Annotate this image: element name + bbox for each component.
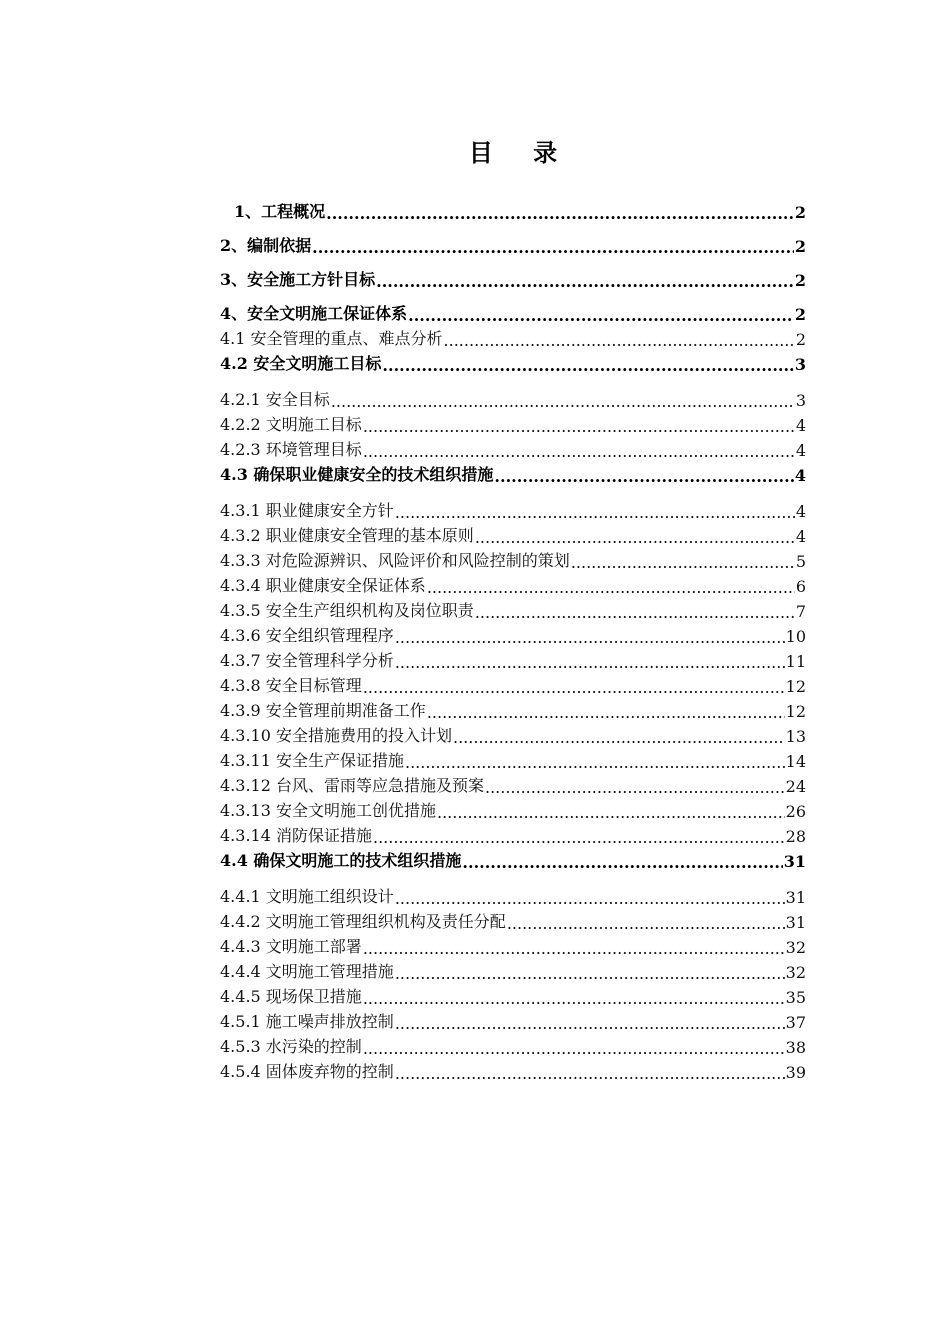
toc-entry-page-number: 37 bbox=[785, 1013, 806, 1032]
toc-entry-label: 4.2.1 安全目标 bbox=[220, 387, 330, 410]
toc-entry[interactable] bbox=[220, 746, 806, 771]
toc-entry[interactable] bbox=[220, 846, 806, 871]
toc-entry-label: 4.4.4 文明施工管理措施 bbox=[220, 959, 394, 982]
toc-entry-page-number: 6 bbox=[795, 577, 806, 596]
toc-entry[interactable] bbox=[220, 671, 806, 696]
toc-entry-page-number: 13 bbox=[785, 727, 806, 746]
toc-entry-page-number: 26 bbox=[785, 802, 806, 821]
toc-leader-dots bbox=[331, 394, 795, 410]
toc-entry-page-number: 28 bbox=[785, 827, 806, 846]
toc-leader-dots bbox=[437, 805, 785, 821]
toc-entry[interactable] bbox=[220, 256, 806, 290]
toc-leader-dots bbox=[485, 780, 785, 796]
toc-entry-label: 4、安全文明施工保证体系 bbox=[220, 301, 407, 324]
toc-entry[interactable] bbox=[220, 696, 806, 721]
toc-leader-dots bbox=[373, 830, 785, 846]
toc-entry[interactable] bbox=[220, 821, 806, 846]
toc-entry-label: 4.3.7 安全管理科学分析 bbox=[220, 648, 394, 671]
toc-entry-page-number: 14 bbox=[785, 752, 806, 771]
toc-leader-dots bbox=[475, 605, 795, 621]
toc-leader-dots bbox=[507, 916, 785, 932]
toc-entry-page-number: 2 bbox=[795, 330, 806, 349]
toc-entry[interactable] bbox=[220, 222, 806, 256]
toc-entry-page-number: 4 bbox=[795, 502, 806, 521]
toc-leader-dots bbox=[427, 705, 785, 721]
toc-leader-dots bbox=[462, 855, 782, 871]
toc-entry[interactable] bbox=[220, 982, 806, 1007]
toc-entry[interactable] bbox=[220, 188, 806, 222]
toc-entry-page-number: 5 bbox=[795, 552, 806, 571]
toc-entry-label: 4.3.14 消防保证措施 bbox=[220, 823, 372, 846]
toc-entry-label: 4.4.5 现场保卫措施 bbox=[220, 984, 362, 1007]
toc-entry[interactable] bbox=[220, 324, 806, 349]
toc-entry-label: 4.3.12 台风、雷雨等应急措施及预案 bbox=[220, 773, 484, 796]
toc-entry-page-number: 4 bbox=[795, 527, 806, 546]
toc-entry-page-number: 7 bbox=[795, 602, 806, 621]
toc-entry-label: 4.3.2 职业健康安全管理的基本原则 bbox=[220, 523, 474, 546]
toc-entry-page-number: 3 bbox=[794, 355, 806, 374]
toc-entry[interactable] bbox=[220, 1057, 806, 1082]
toc-leader-dots bbox=[395, 1066, 785, 1082]
toc-entry[interactable] bbox=[220, 796, 806, 821]
toc-entry[interactable] bbox=[220, 1032, 806, 1057]
toc-leader-dots bbox=[475, 530, 795, 546]
toc-leader-dots bbox=[395, 655, 785, 671]
toc-entry[interactable] bbox=[220, 596, 806, 621]
toc-leader-dots bbox=[363, 444, 795, 460]
toc-leader-dots bbox=[395, 630, 785, 646]
toc-leader-dots bbox=[376, 274, 794, 290]
toc-leader-dots bbox=[363, 991, 785, 1007]
toc-leader-dots bbox=[395, 966, 785, 982]
toc-entry-label: 4.3.9 安全管理前期准备工作 bbox=[220, 698, 426, 721]
toc-entry[interactable] bbox=[220, 932, 806, 957]
toc-leader-dots bbox=[382, 358, 793, 374]
toc-entry[interactable] bbox=[220, 546, 806, 571]
toc-leader-dots bbox=[444, 333, 795, 349]
toc-entry-page-number: 2 bbox=[794, 237, 806, 256]
toc-entry[interactable] bbox=[220, 1007, 806, 1032]
toc-entry[interactable] bbox=[220, 646, 806, 671]
toc-entry-label: 4.4 确保文明施工的技术组织措施 bbox=[220, 848, 461, 871]
toc-leader-dots bbox=[571, 555, 795, 571]
toc-entry[interactable] bbox=[220, 771, 806, 796]
toc-entry-page-number: 24 bbox=[785, 777, 806, 796]
toc-entry-page-number: 4 bbox=[794, 466, 806, 485]
toc-entry-label: 4.5.4 固体废弃物的控制 bbox=[220, 1059, 394, 1082]
toc-leader-dots bbox=[408, 308, 794, 324]
toc-entry-label: 4.1 安全管理的重点、难点分析 bbox=[220, 326, 443, 349]
toc-entry-label: 4.3.6 安全组织管理程序 bbox=[220, 623, 394, 646]
toc-entry-page-number: 39 bbox=[785, 1063, 806, 1082]
toc-entry-page-number: 2 bbox=[794, 271, 806, 290]
toc-entry-page-number: 2 bbox=[794, 203, 806, 222]
toc-entry[interactable] bbox=[220, 571, 806, 596]
toc-entry[interactable] bbox=[220, 410, 806, 435]
toc-leader-dots bbox=[494, 469, 793, 485]
toc-entry-label: 4.4.3 文明施工部署 bbox=[220, 934, 362, 957]
toc-entry-label: 4.3.13 安全文明施工创优措施 bbox=[220, 798, 436, 821]
toc-entry-label: 4.2 安全文明施工目标 bbox=[220, 351, 381, 374]
toc-entry-page-number: 31 bbox=[785, 913, 806, 932]
toc-entry-page-number: 32 bbox=[785, 938, 806, 957]
toc-entry-label: 4.2.3 环境管理目标 bbox=[220, 437, 362, 460]
toc-entry-label: 4.5.3 水污染的控制 bbox=[220, 1034, 362, 1057]
toc-entry-page-number: 3 bbox=[795, 391, 806, 410]
toc-entry-page-number: 31 bbox=[785, 888, 806, 907]
toc-entry[interactable] bbox=[220, 621, 806, 646]
toc-entry-label: 4.3.4 职业健康安全保证体系 bbox=[220, 573, 426, 596]
toc-entry-label: 4.3.3 对危险源辨识、风险评价和风险控制的策划 bbox=[220, 548, 570, 571]
toc-leader-dots bbox=[427, 580, 795, 596]
toc-entry-page-number: 12 bbox=[785, 677, 806, 696]
toc-entry[interactable] bbox=[220, 496, 806, 521]
toc-entry-label: 4.3 确保职业健康安全的技术组织措施 bbox=[220, 462, 493, 485]
toc-entry-page-number: 10 bbox=[785, 627, 806, 646]
toc-entry-page-number: 38 bbox=[785, 1038, 806, 1057]
toc-entry-label: 4.3.8 安全目标管理 bbox=[220, 673, 362, 696]
toc-entry[interactable] bbox=[220, 882, 806, 907]
toc-leader-dots bbox=[363, 941, 785, 957]
toc-entry[interactable] bbox=[220, 290, 806, 324]
toc-entry-label: 4.2.2 文明施工目标 bbox=[220, 412, 362, 435]
toc-entry-label: 4.3.1 职业健康安全方针 bbox=[220, 498, 394, 521]
toc-entry-page-number: 32 bbox=[785, 963, 806, 982]
toc-entry[interactable] bbox=[220, 957, 806, 982]
toc-entry-label: 4.3.5 安全生产组织机构及岗位职责 bbox=[220, 598, 474, 621]
toc-leader-dots bbox=[363, 1041, 785, 1057]
toc-entry-label: 2、编制依据 bbox=[220, 233, 311, 256]
toc-entry[interactable] bbox=[220, 385, 806, 410]
toc-entry-label: 1、工程概况 bbox=[234, 199, 325, 222]
toc-entry-page-number: 4 bbox=[795, 441, 806, 460]
toc-entry-page-number: 12 bbox=[785, 702, 806, 721]
toc-entry-page-number: 2 bbox=[794, 305, 806, 324]
toc-entry-page-number: 4 bbox=[795, 416, 806, 435]
toc-entry-label: 4.4.1 文明施工组织设计 bbox=[220, 884, 394, 907]
toc-leader-dots bbox=[395, 1016, 785, 1032]
toc-entry-page-number: 35 bbox=[785, 988, 806, 1007]
toc-entry-page-number: 31 bbox=[783, 852, 806, 871]
table-of-contents bbox=[220, 188, 806, 1082]
toc-leader-dots bbox=[395, 505, 795, 521]
toc-leader-dots bbox=[363, 680, 785, 696]
toc-leader-dots bbox=[395, 891, 785, 907]
toc-entry-label: 4.5.1 施工噪声排放控制 bbox=[220, 1009, 394, 1032]
toc-entry[interactable] bbox=[220, 460, 806, 485]
toc-leader-dots bbox=[405, 755, 785, 771]
toc-entry[interactable] bbox=[220, 721, 806, 746]
toc-leader-dots bbox=[363, 419, 795, 435]
toc-entry[interactable] bbox=[220, 521, 806, 546]
toc-entry-label: 3、安全施工方针目标 bbox=[220, 267, 375, 290]
toc-entry-page-number: 11 bbox=[785, 652, 806, 671]
toc-entry[interactable] bbox=[220, 349, 806, 374]
toc-entry-label: 4.3.11 安全生产保证措施 bbox=[220, 748, 404, 771]
toc-leader-dots bbox=[453, 730, 785, 746]
toc-entry-label: 4.3.10 安全措施费用的投入计划 bbox=[220, 723, 452, 746]
toc-entry-label: 4.4.2 文明施工管理组织机构及责任分配 bbox=[220, 909, 506, 932]
page-title: 目 录 bbox=[468, 138, 574, 167]
toc-leader-dots bbox=[326, 206, 794, 222]
toc-leader-dots bbox=[312, 240, 794, 256]
toc-entry[interactable] bbox=[220, 435, 806, 460]
toc-entry[interactable] bbox=[220, 907, 806, 932]
